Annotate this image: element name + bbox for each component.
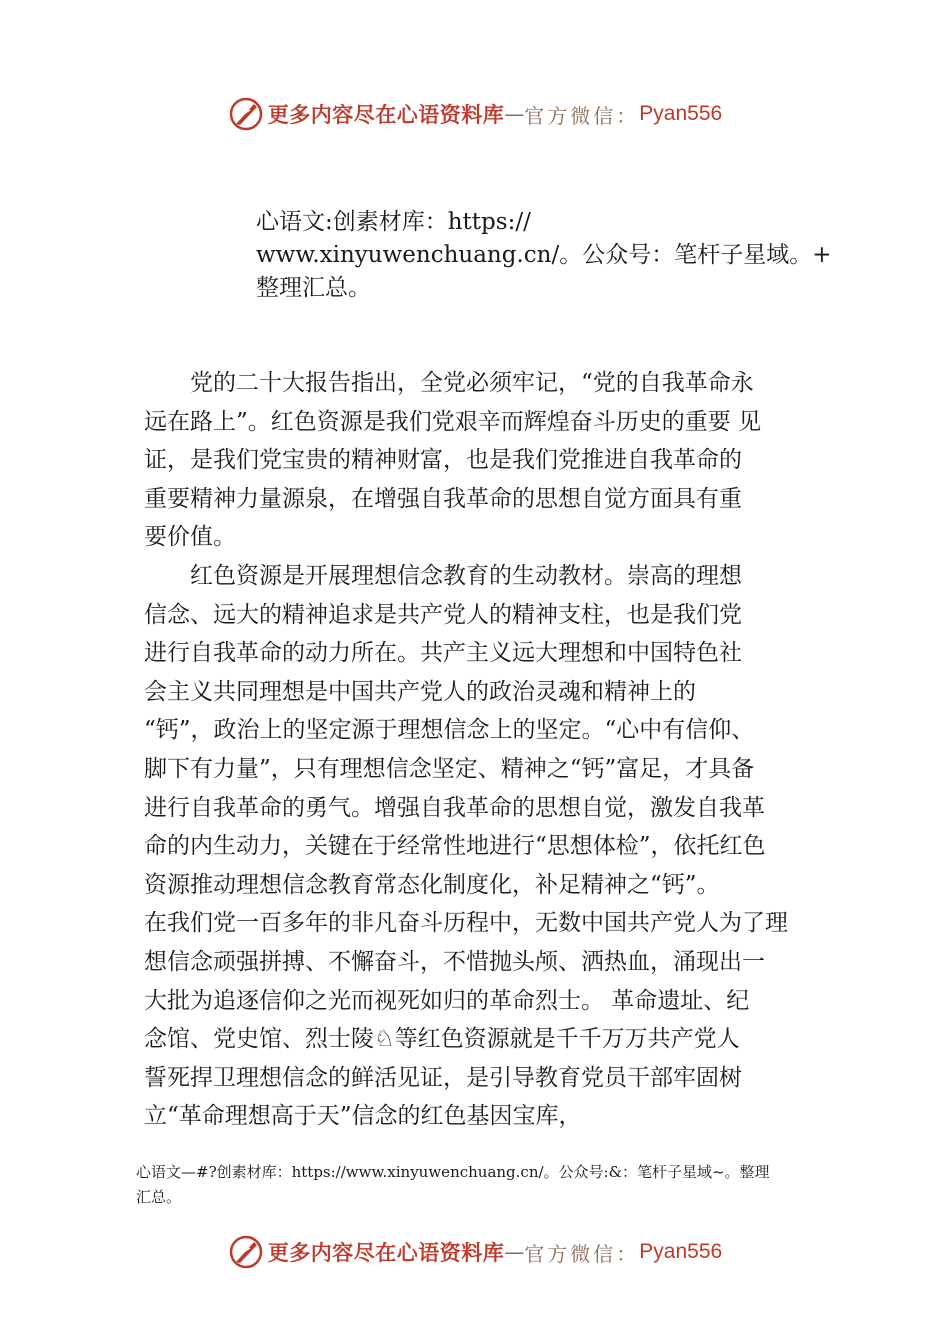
body-line: “钙”，政治上的坚定源于理想信念上的坚定。“心中有信仰、: [144, 717, 755, 744]
body-line: 重要精神力量源泉，在增强自我革命的思想自觉方面具有重: [144, 485, 742, 512]
banner-wechat-id: Pyan556: [639, 1240, 723, 1263]
article-body: [144, 364, 824, 1136]
body-line: 进行自我革命的勇气。增强自我革命的思想自觉，激发自我革: [144, 794, 765, 821]
body-line: 命的内生动力，关键在于经常性地进行“思想体检”，依托红色: [144, 833, 766, 860]
header-note-line: 心语文:创素材库：https://: [256, 209, 531, 235]
body-line: 誓死捍卫理想信念的鲜活见证，是引导教育党员干部牢固树: [144, 1064, 742, 1091]
banner-separator: —: [504, 102, 525, 126]
body-line: 会主义共同理想是中国共产党人的政治灵魂和精神上的: [144, 678, 696, 705]
body-line: 远在路上”。红色资源是我们党艰辛而辉煌奋斗历史的重要 见: [144, 408, 762, 435]
body-line: 脚下有力量”，只有理想信念坚定、精神之“钙”富足，才具备: [144, 755, 755, 782]
banner-title: 更多内容尽在心语资料库: [267, 1240, 505, 1265]
body-line: 要价值。: [144, 524, 236, 551]
banner-wechat-label: 官方微信：: [524, 103, 640, 128]
quill-logo-icon: [228, 96, 264, 132]
body-line: 证，是我们党宝贵的精神财富，也是我们党推进自我革命的: [144, 447, 742, 474]
body-line: 念馆、党史馆、烈士陵♘等红色资源就是千千万万共产党人: [144, 1026, 740, 1053]
header-note: [256, 206, 856, 305]
body-line: 大批为追逐信仰之光而视死如归的革命烈士。 革命遗址、纪: [144, 987, 750, 1014]
body-line: 进行自我革命的动力所在。共产主义远大理想和中国特色社: [144, 640, 742, 667]
banner-wechat-label: 官方微信：: [524, 1241, 640, 1266]
footer-note-line: 心语文—#?创素材库：https://www.xinyuwenchuang.cn/。公众号:&：笔杆子星域~。整理: [136, 1163, 770, 1181]
banner-title: 更多内容尽在心语资料库: [267, 102, 505, 127]
body-line: 立“革命理想高于天”信念的红色基因宝库，: [144, 1103, 582, 1130]
banner-wechat-id: Pyan556: [639, 102, 723, 125]
body-line: 资源推动理想信念教育常态化制度化，补足精神之“钙”。: [144, 871, 720, 898]
banner-separator: —: [504, 1240, 525, 1264]
footer-note-line: 汇总。: [136, 1188, 182, 1206]
bottom-banner: [0, 1232, 950, 1272]
body-line: 想信念顽强拼搏、不懈奋斗，不惜抛头颅、洒热血，涌现出一: [144, 948, 765, 975]
header-note-line: 整理汇总。: [256, 275, 371, 301]
body-line: 在我们党一百多年的非凡奋斗历程中，无数中国共产党人为了理: [144, 910, 788, 937]
body-line: 红色资源是开展理想信念教育的生动教材。崇高的理想: [144, 562, 742, 589]
header-note-line: www.xinyuwenchuang.cn/。公众号：笔杆子星域。+: [256, 242, 832, 268]
body-line: 信念、远大的精神追求是共产党人的精神支柱，也是我们党: [144, 601, 742, 628]
body-line: 党的二十大报告指出，全党必须牢记，“党的自我革命永: [144, 370, 754, 396]
footer-note: [136, 1160, 836, 1210]
top-banner: [0, 94, 950, 134]
quill-logo-icon: [228, 1234, 264, 1270]
